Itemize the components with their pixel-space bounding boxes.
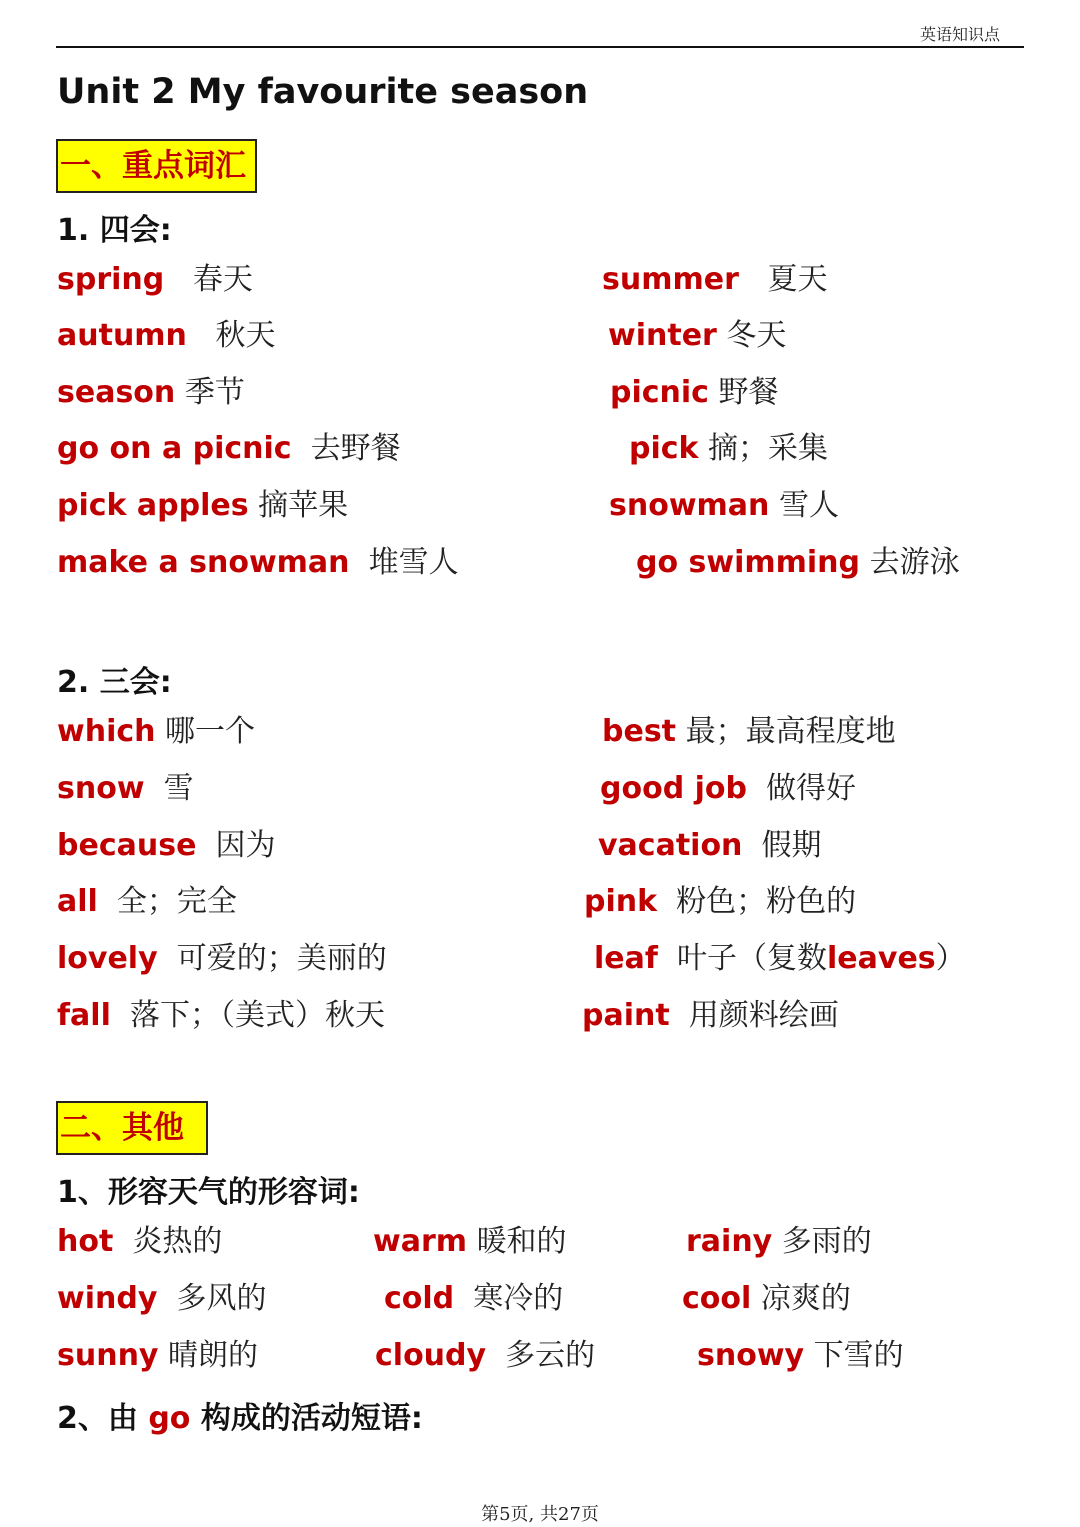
vocab-item: vacation 假期 [598,828,822,863]
weather-item: cold 寒冷的 [384,1281,564,1316]
subsection-heading-three-skills: 2. 三会: [57,665,172,700]
vocab-item: make a snowman 堆雪人 [57,545,459,580]
vocab-item: paint 用颜料绘画 [582,998,839,1033]
weather-item: windy 多风的 [57,1281,267,1316]
page-title: Unit 2 My favourite season [57,72,589,112]
vocab-item: pick apples 摘苹果 [57,488,349,523]
vocab-item: snowman 雪人 [609,488,839,523]
vocab-item: pick 摘；采集 [629,431,829,466]
vocab-item: which 哪一个 [57,714,256,749]
vocab-item: best 最；最高程度地 [602,714,896,749]
section-heading-key-vocabulary: 一、重点词汇 [56,139,257,193]
vocab-item: picnic 野餐 [610,375,779,410]
vocab-item: leaf 叶子（复数leaves） [594,941,966,976]
vocab-item: all 全；完全 [57,884,237,919]
vocab-item: pink 粉色；粉色的 [584,884,857,919]
vocab-item: winter 冬天 [608,318,787,353]
weather-item: rainy 多雨的 [686,1224,872,1259]
vocab-item: go swimming 去游泳 [636,545,960,580]
subsection-heading-weather-adjectives: 1、形容天气的形容词: [57,1175,360,1210]
weather-item: sunny 晴朗的 [57,1338,259,1373]
vocab-item: summer 夏天 [602,262,828,297]
weather-item: snowy 下雪的 [697,1338,904,1373]
weather-item: hot 炎热的 [57,1224,223,1259]
vocab-item: go on a picnic 去野餐 [57,431,401,466]
vocab-item: lovely 可爱的；美丽的 [57,941,387,976]
vocab-item: spring 春天 [57,262,253,297]
weather-item: warm 暖和的 [373,1224,567,1259]
vocab-item: because 因为 [57,828,276,863]
vocab-item: snow 雪 [57,771,194,806]
subsection-heading-go-phrases: 2、由 go 构成的活动短语: [57,1401,423,1436]
vocab-item: good job 做得好 [600,771,857,806]
vocab-item: season 季节 [57,375,245,410]
section-heading-others: 二、其他 [56,1101,208,1155]
subsection-heading-four-skills: 1. 四会: [57,213,172,248]
page-number: 第5页, 共27页 [481,1504,599,1525]
weather-item: cool 凉爽的 [682,1281,851,1316]
vocab-item: fall 落下；（美式）秋天 [57,998,385,1033]
header-label: 英语知识点 [919,25,1000,44]
vocab-item: autumn 秋天 [57,318,276,353]
header-divider [56,46,1024,48]
weather-item: cloudy 多云的 [375,1338,596,1373]
